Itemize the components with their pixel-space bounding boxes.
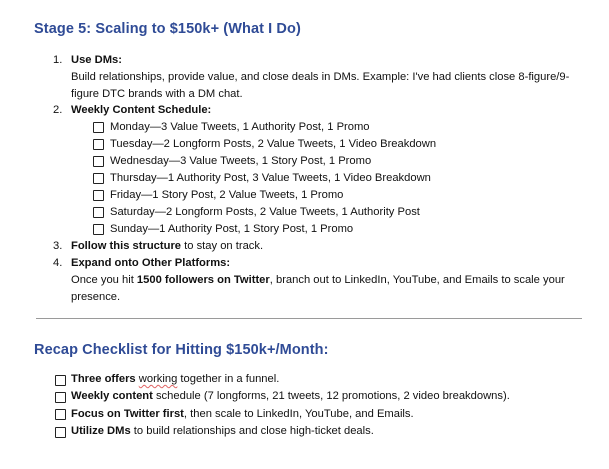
recap-item-bold: Three offers — [71, 373, 139, 385]
schedule-label: Thursday—1 Authority Post, 3 Value Tweets, 1 Video Breakdown — [110, 172, 431, 185]
recap-item-rest: together in a funnel. — [177, 373, 280, 385]
checkbox[interactable] — [93, 190, 104, 201]
list-item-expand-platforms — [0, 255, 609, 305]
item-tail: to stay on track. — [181, 240, 264, 253]
recap-item-focus-twitter — [0, 406, 609, 423]
recap-item-bold: Focus on Twitter first — [71, 407, 184, 420]
item-body-post: , branch out to LinkedIn, YouTube, and Emails to scale your presence. — [71, 273, 565, 303]
schedule-item-tuesday — [0, 136, 609, 153]
item-heading: Weekly Content Schedule: — [71, 104, 212, 117]
schedule-item-friday — [0, 187, 609, 204]
schedule-item-sunday — [0, 221, 609, 238]
weekly-schedule-checklist — [0, 119, 609, 238]
item-heading: Follow this structure — [71, 240, 182, 253]
item-body-pre: Once you hit — [71, 273, 137, 286]
spellcheck-flagged-word[interactable]: working — [138, 373, 178, 385]
checkbox[interactable] — [93, 207, 104, 218]
schedule-label: Friday—1 Story Post, 2 Value Tweets, 1 Promo — [110, 189, 344, 202]
schedule-item-saturday — [0, 204, 609, 221]
checkbox[interactable] — [55, 409, 66, 420]
list-item-weekly-schedule — [0, 102, 609, 119]
schedule-item-wednesday — [0, 153, 609, 170]
item-heading: Expand onto Other Platforms: — [71, 256, 231, 269]
checkbox[interactable] — [55, 392, 66, 403]
schedule-label: Monday—3 Value Tweets, 1 Authority Post, 1 Promo — [110, 121, 370, 134]
checkbox[interactable] — [55, 427, 66, 438]
list-number: 2. — [53, 104, 63, 117]
recap-item-bold: Utilize DMs — [71, 425, 131, 438]
checkbox[interactable] — [93, 139, 104, 150]
recap-item-rest: , then scale to LinkedIn, YouTube, and Emails. — [183, 407, 414, 420]
list-number: 1. — [53, 54, 63, 66]
stage-steps-list — [0, 52, 609, 305]
recap-item-three-offers — [0, 371, 609, 388]
stage-title: Stage 5: Scaling to $150k+ (What I Do) — [34, 21, 301, 37]
recap-item-rest: to build relationships and close high-ticket deals. — [130, 425, 374, 438]
list-item-follow-structure — [0, 238, 609, 255]
schedule-label: Saturday—2 Longform Posts, 2 Value Tweets, 1 Authority Post — [110, 206, 420, 219]
checkbox[interactable] — [93, 173, 104, 184]
recap-item-utilize-dms — [0, 423, 609, 440]
item-body: Build relationships, provide value, and close deals in DMs. Example: I've had clients close 8-figure/9-figure DTC brands with a DM chat. — [71, 70, 570, 100]
list-item-use-dms — [0, 52, 609, 102]
item-heading: Use DMs: — [71, 54, 122, 66]
schedule-label: Tuesday—2 Longform Posts, 2 Value Tweets, 1 Video Breakdown — [110, 138, 437, 151]
list-number: 4. — [53, 256, 63, 269]
checkbox[interactable] — [93, 156, 104, 167]
checkbox[interactable] — [93, 122, 104, 133]
checkbox[interactable] — [93, 224, 104, 235]
schedule-label: Sunday—1 Authority Post, 1 Story Post, 1 Promo — [110, 223, 354, 236]
recap-item-rest: schedule (7 longforms, 21 tweets, 12 promotions, 2 video breakdowns). — [152, 390, 510, 403]
recap-title: Recap Checklist for Hitting $150k+/Month: — [34, 342, 329, 358]
item-body-bold: 1500 followers on Twitter — [136, 273, 270, 286]
recap-item-weekly-content — [0, 388, 609, 405]
schedule-item-thursday — [0, 170, 609, 187]
recap-checklist — [0, 371, 609, 441]
checkbox[interactable] — [55, 375, 66, 386]
recap-item-bold: Weekly content — [71, 390, 153, 403]
list-number: 3. — [53, 240, 63, 253]
horizontal-divider — [36, 318, 582, 319]
schedule-label: Wednesday—3 Value Tweets, 1 Story Post, 1 Promo — [110, 155, 372, 168]
schedule-item-monday — [0, 119, 609, 136]
